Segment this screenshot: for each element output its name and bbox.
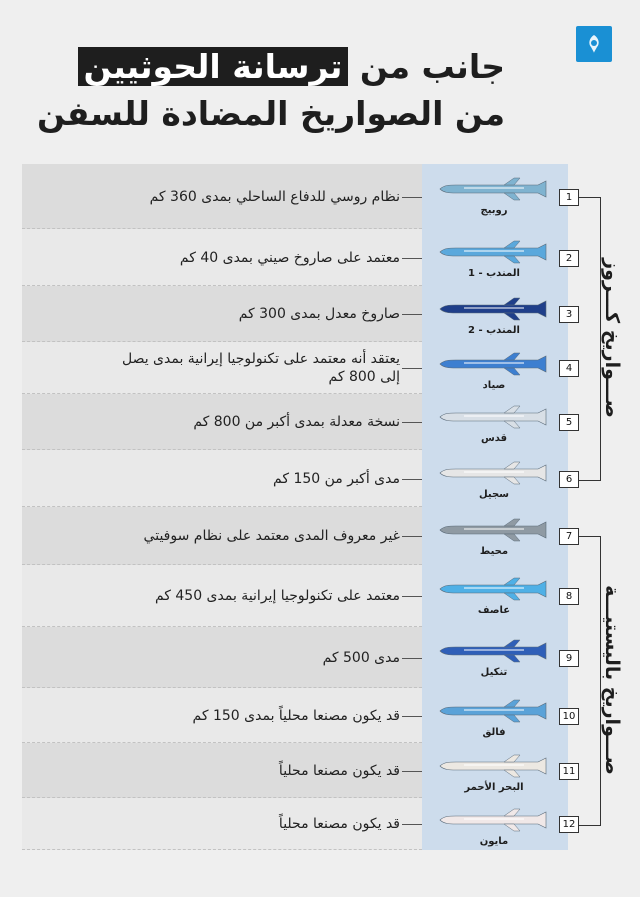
title-prefix: جانب من: [348, 47, 505, 86]
missile-wing: [504, 462, 520, 469]
missile-description: مدى 500 كم: [322, 649, 400, 666]
table-row: [22, 688, 576, 743]
missile-name: محيط: [479, 546, 509, 557]
row-number-badge: 8: [559, 588, 579, 605]
missile-highlight: [464, 362, 524, 364]
table-row: [22, 627, 573, 688]
missile-description: صاروخ معدل بمدى 300 كم: [238, 306, 400, 322]
missile-highlight: [464, 415, 524, 417]
missile-wing: [504, 700, 520, 707]
missile-highlight: [464, 250, 524, 252]
missile-name: تنكيل: [480, 667, 508, 678]
missile-name: قدس: [480, 433, 508, 444]
table-row: [22, 286, 573, 342]
connector-line: [402, 536, 422, 537]
missile-wing: [504, 809, 520, 816]
row-number-badge: 3: [559, 306, 579, 323]
missile-wing: [504, 477, 520, 484]
missile-wing: [504, 178, 520, 185]
missile-wing: [504, 755, 520, 762]
missile-highlight: [464, 649, 524, 651]
row-number-badge: 12: [559, 816, 579, 833]
missile-illustration: [434, 753, 554, 779]
page-title-line-2: من الصواريخ المضادة للسفن: [36, 94, 505, 133]
missile-name: روبيج: [480, 205, 508, 216]
connector-line: [402, 658, 422, 659]
table-row: [22, 342, 573, 394]
missile-wing: [504, 256, 520, 263]
connector-line: [402, 479, 422, 480]
missile-description: معتمد على صاروخ صيني بمدى 40 كم: [179, 249, 400, 266]
missile-wing: [504, 534, 520, 541]
missile-wing: [504, 640, 520, 647]
missile-name: المندب - 1: [468, 268, 520, 279]
missile-wing: [504, 353, 520, 360]
missile-name: البحر الأحمر: [464, 782, 524, 793]
missile-description: معتمد على تكنولوجيا إيرانية بمدى 450 كم: [154, 588, 400, 604]
connector-line: [402, 314, 422, 315]
row-divider: [22, 849, 422, 850]
table-row: [22, 229, 573, 286]
missile-highlight: [464, 528, 524, 530]
missile-wing: [504, 519, 520, 526]
page-title-line-1: [78, 45, 505, 89]
missile-description: غير معروف المدى معتمد على نظام سوفيتي: [143, 528, 400, 544]
missile-name: المندب - 2: [468, 325, 520, 336]
table-row: [22, 164, 573, 229]
missile-wing: [504, 298, 520, 305]
missile-illustration: [434, 698, 554, 724]
title-highlight: ترسانة الحوثيين: [78, 47, 349, 86]
missile-illustration: [434, 404, 554, 430]
missile-description: قد يكون مصنعا محلياً بمدى 150 كم: [192, 707, 400, 724]
missile-name: سجيل: [478, 489, 510, 500]
missile-name: مايون: [479, 836, 509, 847]
missile-wing: [504, 406, 520, 413]
missile-wing: [504, 593, 520, 600]
missile-wing: [504, 824, 520, 831]
missile-description: قد يكون مصنعا محلياً: [278, 762, 400, 779]
missile-illustration: [434, 576, 554, 602]
row-number-badge: 5: [559, 414, 579, 431]
missile-illustration: [434, 239, 554, 265]
missile-name: عاصف: [477, 605, 511, 616]
connector-line: [402, 596, 422, 597]
table-row: [22, 450, 573, 507]
missile-wing: [504, 770, 520, 777]
missile-description: نسخة معدلة بمدى أكبر من 800 كم: [193, 414, 400, 430]
missile-wing: [504, 368, 520, 375]
table-row: [22, 394, 573, 450]
table-row: [22, 507, 573, 565]
missile-wing: [504, 578, 520, 585]
missile-highlight: [464, 471, 524, 473]
group-label: صـــواريخ كـــروز: [600, 257, 623, 418]
missile-wing: [504, 241, 520, 248]
connector-line: [402, 422, 422, 423]
table-row: [22, 565, 573, 627]
missile-highlight: [464, 709, 524, 711]
missile-description: قد يكون مصنعا محلياً: [278, 816, 400, 832]
missile-name: فالق: [482, 727, 506, 738]
missile-illustration: [434, 638, 554, 664]
group-bracket: [578, 197, 601, 481]
row-number-badge: 11: [559, 763, 579, 780]
table-row: [22, 743, 576, 798]
row-number-badge: 9: [559, 650, 579, 667]
group-label: صـــواريخ باليستيـــة: [600, 585, 623, 775]
table-row: [22, 798, 576, 850]
missile-wing: [504, 193, 520, 200]
connector-line: [402, 771, 422, 772]
missile-description: يعتقد أنه معتمد على تكنولوجيا إيرانية بمدى يصل إلى 800 كم: [121, 351, 400, 385]
missile-wing: [504, 313, 520, 320]
missile-wing: [504, 655, 520, 662]
missile-wing: [504, 421, 520, 428]
missile-highlight: [464, 187, 524, 189]
row-number-badge: 1: [559, 189, 579, 206]
row-number-badge: 4: [559, 360, 579, 377]
missile-highlight: [464, 764, 524, 766]
logo-emblem-icon: [582, 32, 606, 56]
missile-illustration: [434, 807, 554, 833]
row-number-badge: 6: [559, 471, 579, 488]
row-number-badge: 7: [559, 528, 579, 545]
missile-name: صياد: [482, 380, 506, 391]
missile-highlight: [464, 818, 524, 820]
missile-description: نظام روسي للدفاع الساحلي بمدى 360 كم: [149, 188, 400, 205]
connector-line: [402, 368, 422, 369]
missile-highlight: [464, 307, 524, 309]
missile-illustration: [434, 176, 554, 202]
missile-illustration: [434, 296, 554, 322]
connector-line: [402, 258, 422, 259]
row-number-badge: 2: [559, 250, 579, 267]
connector-line: [402, 197, 422, 198]
missile-illustration: [434, 517, 554, 543]
missile-description: مدى أكبر من 150 كم: [273, 470, 400, 487]
missile-wing: [504, 715, 520, 722]
group-bracket: [578, 536, 601, 826]
missile-illustration: [434, 351, 554, 377]
missile-illustration: [434, 460, 554, 486]
missile-highlight: [464, 587, 524, 589]
row-number-badge: 10: [559, 708, 579, 725]
connector-line: [402, 716, 422, 717]
aljazeera-logo: [576, 26, 612, 62]
missile-table: [22, 164, 576, 850]
connector-line: [402, 824, 422, 825]
